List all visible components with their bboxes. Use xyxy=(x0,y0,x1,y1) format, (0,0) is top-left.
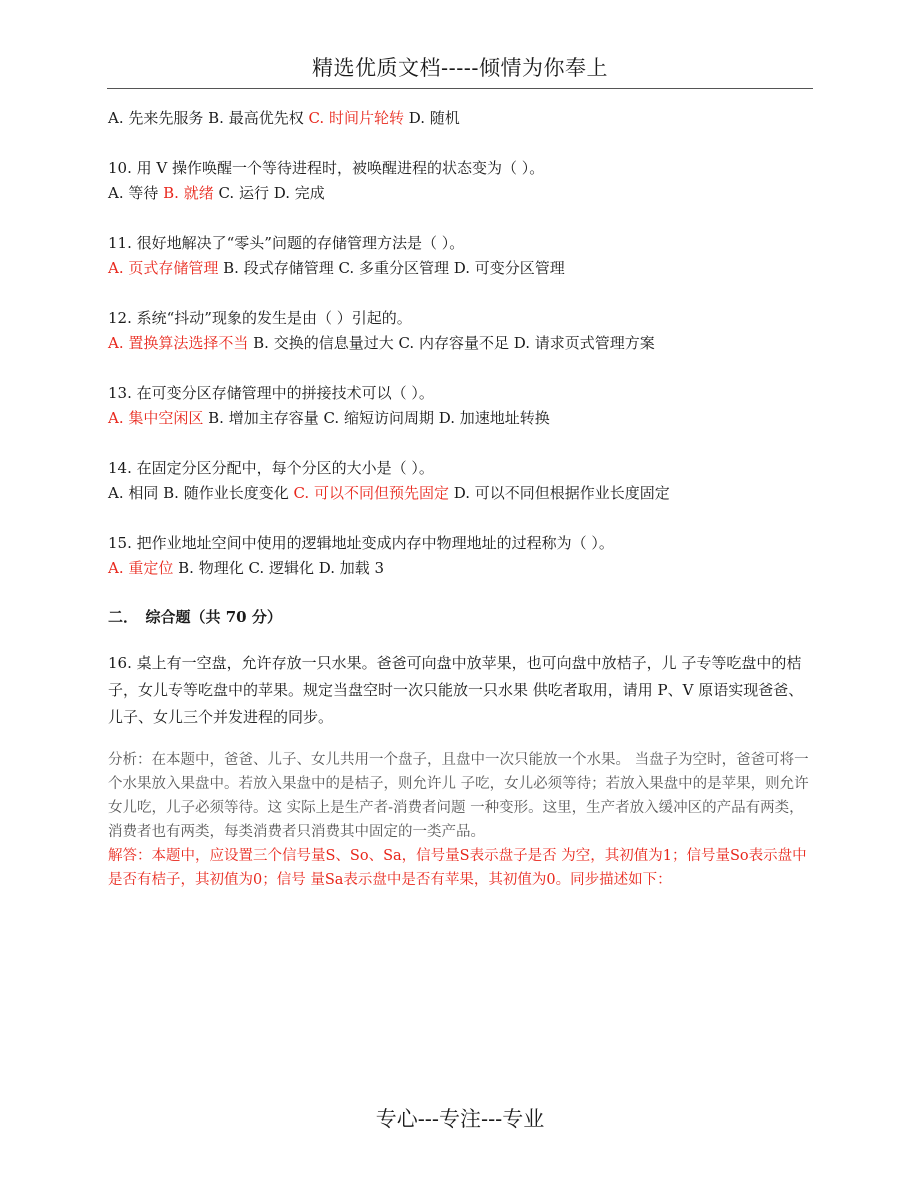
correct-option: C. 时间片轮转 xyxy=(308,109,404,127)
question-options xyxy=(108,256,814,281)
question-options xyxy=(108,481,814,506)
document-body xyxy=(108,106,814,892)
correct-option: A. 集中空闲区 xyxy=(108,409,204,427)
question-10 xyxy=(108,156,814,206)
page-footer: 专心---专注---专业 xyxy=(375,1107,545,1131)
page-header-title: 精选优质文档-----倾情为你奉上 xyxy=(312,56,608,80)
option: D. 可以不同但根据作业长度固定 xyxy=(448,484,670,502)
question-stem: 11. 很好地解决了“零头”问题的存储管理方法是（ ）。 xyxy=(108,234,465,252)
header-rule xyxy=(107,88,813,89)
question-stem: 14. 在固定分区分配中，每个分区的大小是（ ）。 xyxy=(108,459,434,477)
option: B. 交换的信息量过大 C. 内存容量不足 D. 请求页式管理方案 xyxy=(248,334,655,352)
answer-text: 解答：本题中，应设置三个信号量S、So、Sa，信号量S表示盘子是否 为空，其初值为1；信号量So表示盘中是否有桔子，其初值为0；信号 量Sa表示盘中是否有苹果，其初值为0。同步描述如下： xyxy=(108,848,807,888)
section-title: 二． 综合题（共 70 分） xyxy=(108,608,282,626)
question-16-stem: 16. 桌上有一空盘，允许存放一只水果。爸爸可向盘中放苹果，也可向盘中放桔子，儿 子专等吃盘中的桔子，女儿专等吃盘中的苹果。规定当盘空时一次只能放一只水果 供吃者取用，请用 P、V 原语实现爸爸、儿子、女儿三个并发进程的同步。 xyxy=(108,654,804,726)
question-14 xyxy=(108,456,814,506)
option: B. 最高优先权 xyxy=(208,109,309,127)
option: D. 随机 xyxy=(403,109,460,127)
question-13 xyxy=(108,381,814,431)
question-options xyxy=(108,406,814,431)
question-options xyxy=(108,556,814,581)
question-options xyxy=(108,181,814,206)
question-options xyxy=(108,331,814,356)
question-12 xyxy=(108,306,814,356)
question-stem: 15. 把作业地址空间中使用的逻辑地址变成内存中物理地址的过程称为（ ）。 xyxy=(108,534,614,552)
correct-option: B. 就绪 xyxy=(163,184,214,202)
option: B. 增加主存容量 C. 缩短访问周期 D. 加速地址转换 xyxy=(203,409,550,427)
question-stem: 10. 用 V 操作唤醒一个等待进程时，被唤醒进程的状态变为（ ）。 xyxy=(108,159,545,177)
question-stem: 13. 在可变分区存储管理中的拼接技术可以（ ）。 xyxy=(108,384,434,402)
option: A. 等待 xyxy=(108,184,164,202)
option: B. 段式存储管理 C. 多重分区管理 D. 可变分区管理 xyxy=(218,259,565,277)
option: A. 先来先服务 xyxy=(108,109,209,127)
question-15 xyxy=(108,531,814,581)
correct-option: C. 可以不同但预先固定 xyxy=(293,484,449,502)
option: A. 相同 B. 随作业长度变化 xyxy=(108,484,294,502)
correct-option: A. 页式存储管理 xyxy=(108,259,219,277)
option: C. 运行 D. 完成 xyxy=(213,184,325,202)
question-stem: 12. 系统“抖动”现象的发生是由（ ）引起的。 xyxy=(108,309,412,327)
question-11 xyxy=(108,231,814,281)
q9-options xyxy=(108,106,814,131)
analysis-text: 分析：在本题中，爸爸、儿子、女儿共用一个盘子，且盘中一次只能放一个水果。 当盘子为空时，爸爸可将一个水果放入果盘中。若放入果盘中的是桔子，则允许儿 子吃，女儿必须等待；若放入果盘中的是苹果，则允许女儿吃，儿子必须等待。这 实际上是生产者-消费者问题 一种变形。这里，生产者放入缓冲区的产品有两类， 消费者也有两类，每类消费者只消费其中固定的一类产品。 xyxy=(108,752,809,840)
correct-option: A. 重定位 xyxy=(108,559,174,577)
option: B. 物理化 C. 逻辑化 D. 加载 3 xyxy=(173,559,385,577)
correct-option: A. 置换算法选择不当 xyxy=(108,334,249,352)
